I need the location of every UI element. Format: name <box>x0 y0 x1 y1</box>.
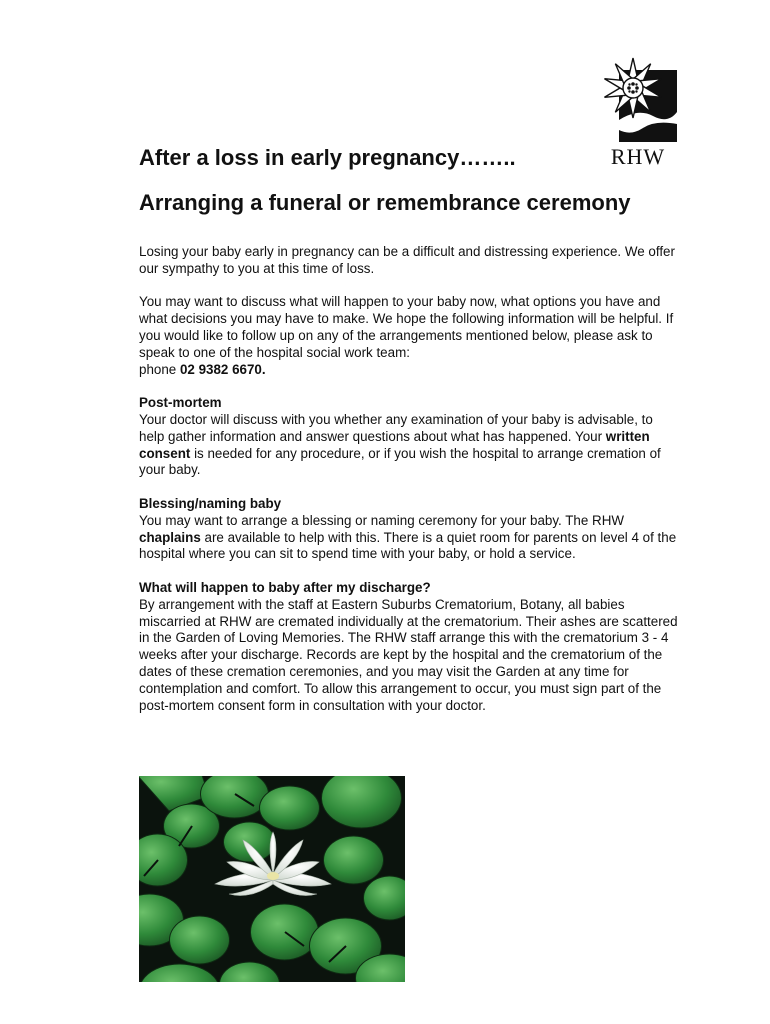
written-consent-emphasis: written consent <box>139 428 650 461</box>
phone-label: phone <box>139 361 180 377</box>
post-mortem-section <box>139 395 679 479</box>
water-lily-photo <box>139 776 405 982</box>
logo-text: RHW <box>610 144 666 169</box>
post-mortem-text-2: is needed for any procedure, or if you wish the hospital to arrange cremation of your baby. <box>139 445 661 478</box>
blessing-text-2: are available to help with this. There is a quiet room for parents on level 4 of the hospital where you can sit to spend time with your baby, or hold a service. <box>139 529 677 562</box>
water-lily-image <box>139 776 405 982</box>
discharge-text: By arrangement with the staff at Eastern Suburbs Crematorium, Botany, all babies miscarried at RHW are cremated individually at the crematorium. Their ashes are scattered in the Garden of Loving Memories. The RHW staff arrange this with the crematorium 3 - 4 weeks after your discharge. Records are kept by the hospital and the crematorium of the dates of these cremation ceremonies, and you may visit the Garden at any time for contemplation and comfort. To allow this arrangement to occur, you must sign part of the post-mortem consent form in consultation with your doctor. <box>139 596 678 713</box>
options-paragraph <box>139 294 679 378</box>
page-title: After a loss in early pregnancy…….. <box>139 145 516 170</box>
blessing-heading: Blessing/naming baby <box>139 495 282 511</box>
phone-number: 02 9382 6670. <box>179 361 266 377</box>
blessing-section <box>139 496 679 563</box>
blessing-text-1: You may want to arrange a blessing or naming ceremony for your baby. The RHW <box>139 512 625 528</box>
waratah-flower-icon <box>593 50 683 145</box>
chaplains-emphasis: chaplains <box>139 529 201 545</box>
document-body <box>139 244 679 731</box>
post-mortem-text-1: Your doctor will discuss with you whether any examination of your baby is advisable, to help gather information and answer questions about what has happened. Your <box>139 411 653 444</box>
page-subtitle: Arranging a funeral or remembrance ceremony <box>139 190 631 215</box>
discharge-heading: What will happen to baby after my discharge? <box>139 579 431 595</box>
rhw-logo <box>593 50 683 175</box>
post-mortem-heading: Post-mortem <box>139 395 222 411</box>
options-text: You may want to discuss what will happen to your baby now, what options you have and what decisions you may have to make. We hope the following information will be helpful. If you would like to follow up on any of the arrangements mentioned below, please ask to speak to one of the hospital social work team: <box>139 294 674 360</box>
discharge-section <box>139 580 679 714</box>
intro-paragraph: Losing your baby early in pregnancy can be a difficult and distressing experience. We offer our sympathy to you at this time of loss. <box>139 244 675 276</box>
